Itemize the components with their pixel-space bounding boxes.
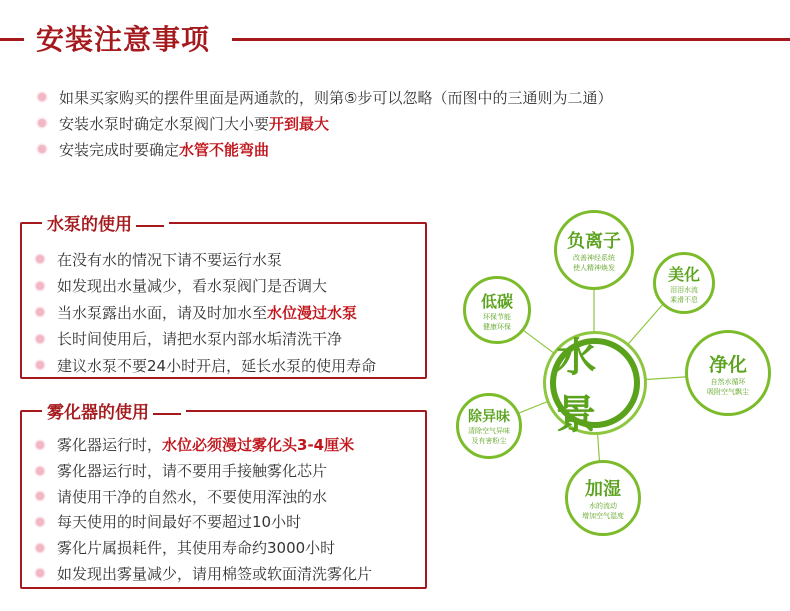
bullet-dot-icon <box>38 145 46 153</box>
atomizer-usage-title-text: 雾化器的使用 <box>47 403 149 423</box>
note-item <box>38 136 612 162</box>
center-label: 水景 <box>556 334 598 438</box>
node-subtitle: 增加空气湿度 <box>582 512 624 520</box>
item-highlight: 水位必须漫过雾化头3-4厘米 <box>162 436 355 455</box>
item-text: 如发现出水量减少，看水泵阀门是否调大 <box>57 277 328 296</box>
atomizer-usage-list <box>36 432 372 586</box>
note-highlight: 水管不能弯曲 <box>179 140 270 159</box>
item-text: 长时间使用后，请把水泵内部水垢清洗干净 <box>57 330 343 349</box>
node-subtitle: 清除空气异味 <box>468 427 510 435</box>
pump-usage-title <box>42 210 169 235</box>
node-purify <box>685 330 771 416</box>
bullet-dot-icon <box>36 441 44 449</box>
node-subtitle: 乘滑不息 <box>670 295 698 304</box>
node-low-carbon <box>463 276 531 344</box>
bullet-dot-icon <box>36 255 44 263</box>
item-text: 雾化片属损耗件，其使用寿命约3000小时 <box>57 539 336 558</box>
note-text: 安装水泵时确定水泵阀门大小要 <box>59 114 270 133</box>
bullet-dot-icon <box>36 361 44 369</box>
bullet-dot-icon <box>38 93 46 101</box>
bullet-dot-icon <box>36 569 44 577</box>
node-subtitle: 环保节能 <box>483 312 511 321</box>
item-text: 如发现出雾量减少，请用棉签或软面清洗雾化片 <box>57 564 373 583</box>
bullet-dot-icon <box>36 492 44 500</box>
header-rule-right <box>232 38 790 41</box>
node-negative-ions <box>554 210 634 290</box>
node-title: 净化 <box>708 353 747 376</box>
atomizer-usage-title <box>42 398 186 423</box>
item-text: 建议水泵不要24小时开启，延长水泵的使用寿命 <box>57 356 377 375</box>
node-subtitle: 及有害粉尘 <box>471 437 507 445</box>
node-subtitle: 水的流动 <box>589 502 617 510</box>
item-text: 雾化器运行时，请不要用手接触雾化芯片 <box>57 462 328 481</box>
title-rule <box>136 225 164 227</box>
water-feature-benefits-diagram <box>440 190 790 611</box>
list-item <box>36 535 372 561</box>
node-title: 负离子 <box>567 231 621 252</box>
note-text: 如果买家购买的摆件里面是两通款的，则第⑤步可以忽略（而图中的三通则为二通） <box>59 88 613 107</box>
bullet-dot-icon <box>36 544 44 552</box>
node-humidify <box>565 460 641 536</box>
node-subtitle: 自然水循环 <box>710 377 746 386</box>
list-item <box>36 483 372 509</box>
bullet-dot-icon <box>36 467 44 475</box>
list-item <box>36 458 372 484</box>
bullet-dot-icon <box>38 119 46 127</box>
node-deodorize <box>456 393 522 459</box>
bullet-dot-icon <box>36 518 44 526</box>
node-subtitle: 健康环保 <box>483 322 511 331</box>
bullet-dot-icon <box>36 282 44 290</box>
page-title: 安装注意事项 <box>36 23 211 56</box>
pump-usage-list <box>36 246 376 379</box>
atomizer-usage-box <box>20 403 427 589</box>
node-title: 美化 <box>667 264 700 284</box>
node-subtitle: 改善神经系统 <box>573 254 615 262</box>
bullet-dot-icon <box>36 308 44 316</box>
item-text: 在没有水的情况下请不要运行水泵 <box>57 250 283 269</box>
node-title: 加湿 <box>585 479 621 500</box>
list-item <box>36 560 372 586</box>
node-subtitle: 使人精神焕发 <box>573 264 615 272</box>
pump-usage-title-text: 水泵的使用 <box>47 215 132 235</box>
pump-usage-box <box>20 215 427 379</box>
list-item <box>36 326 376 353</box>
node-subtitle: 泪泪水流 <box>670 285 698 294</box>
item-highlight: 水位漫过水泵 <box>267 303 358 322</box>
note-highlight: 开到最大 <box>269 114 330 133</box>
list-item <box>36 432 372 458</box>
install-notes <box>38 84 612 162</box>
list-item <box>36 352 376 379</box>
node-title: 除异味 <box>468 409 510 425</box>
list-item <box>36 299 376 326</box>
node-subtitle: 吸附空气飘尘 <box>707 387 749 396</box>
note-text: 安装完成时要确定 <box>59 140 180 159</box>
item-text: 雾化器运行时， <box>57 436 163 455</box>
center-water-feature <box>550 334 640 438</box>
note-item <box>38 110 612 136</box>
title-rule <box>153 413 181 415</box>
node-beautify <box>653 252 715 314</box>
bullet-dot-icon <box>36 335 44 343</box>
note-item <box>38 84 612 110</box>
header-rule-left <box>0 38 24 41</box>
item-text: 每天使用的时间最好不要超过10小时 <box>57 513 302 532</box>
item-text: 请使用干净的自然水，不要使用浑浊的水 <box>57 487 328 506</box>
item-text: 当水泵露出水面，请及时加水至 <box>57 303 268 322</box>
list-item <box>36 246 376 273</box>
node-title: 低碳 <box>480 291 513 311</box>
list-item <box>36 509 372 535</box>
list-item <box>36 273 376 300</box>
